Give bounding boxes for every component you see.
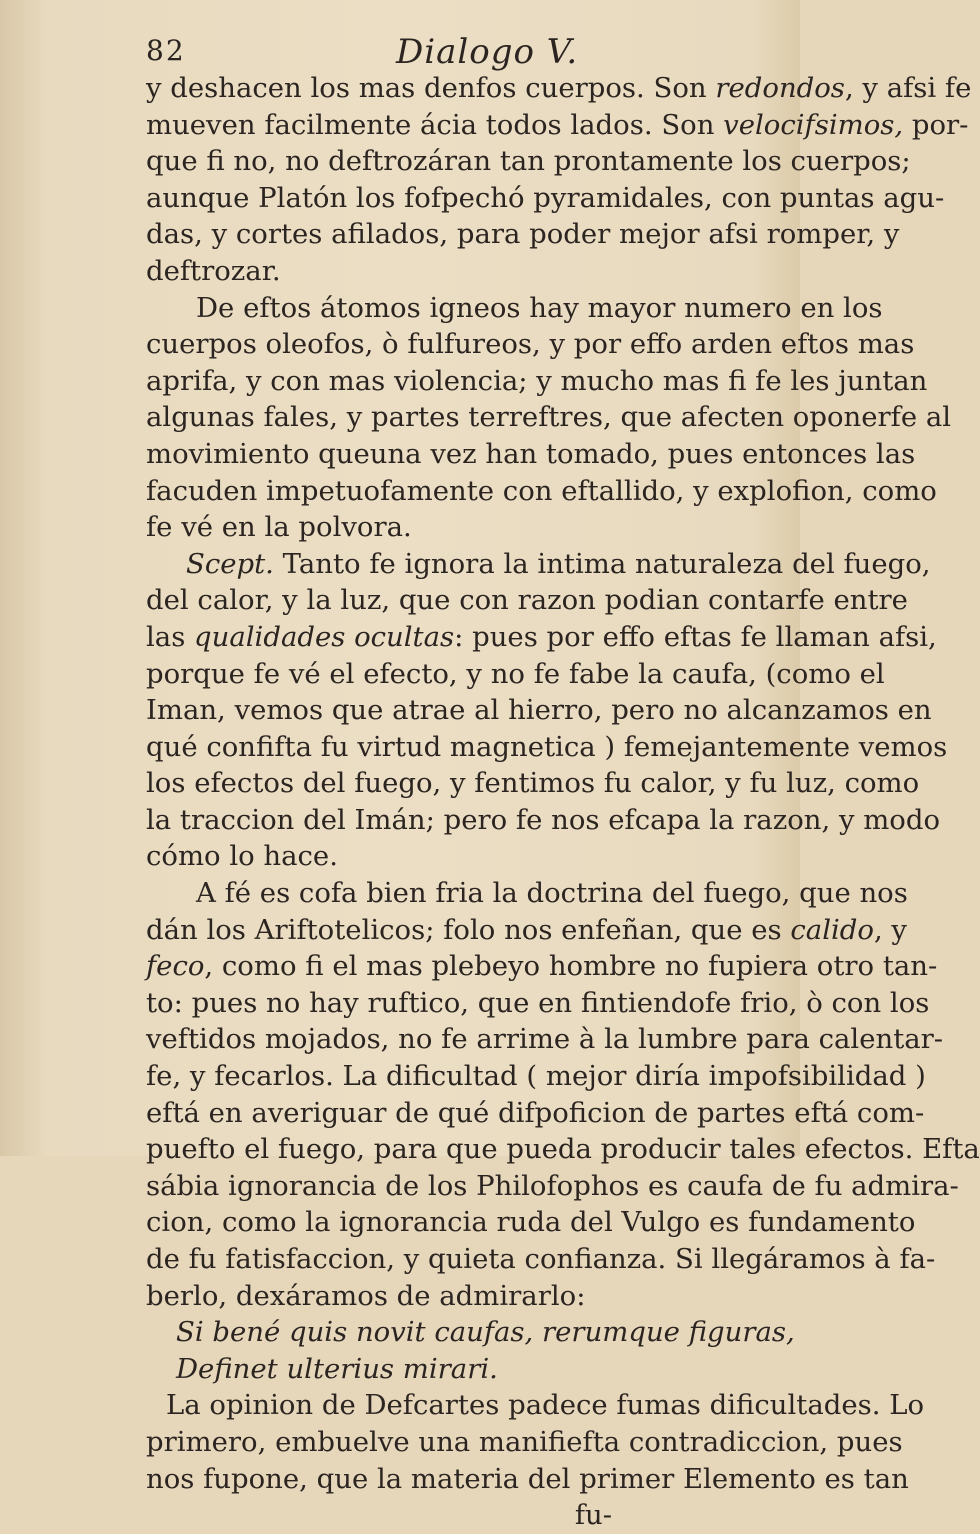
text-run: facuden impetuofamente con eftallido, y explofion, como xyxy=(146,474,937,507)
text-line xyxy=(146,1314,795,1351)
text-run: puefto el fuego, para que pueda producir tales efectos. Efta xyxy=(146,1133,980,1166)
text-run: Iman, vemos que atrae al hierro, pero no alcanzamos en xyxy=(146,694,932,727)
text-run: qué confifta fu virtud magnetica ) femejantemente vemos xyxy=(146,730,948,763)
italic-text-run: redondos xyxy=(715,72,845,104)
text-run: das, y cortes afilados, para poder mejor afsi romper, y xyxy=(146,218,900,251)
running-head: Dialogo V. xyxy=(396,32,579,72)
italic-text-run: feco xyxy=(146,950,205,983)
text-run: cuerpos oleofos, ò fulfureos, y por effo arden eftos mas xyxy=(146,328,915,361)
text-run: cómo lo hace. xyxy=(146,840,338,873)
text-run: nos fupone, que la materia del primer Elemento es tan xyxy=(146,1462,909,1495)
text-run: , y afsi fe xyxy=(844,72,972,104)
text-run: Tanto fe ignora la intima naturaleza del fuego, xyxy=(273,547,931,580)
text-run: deftrozar. xyxy=(146,254,281,287)
text-line xyxy=(146,1204,916,1241)
text-run: los efectos del fuego, y fentimos fu calor, y fu luz, como xyxy=(146,767,920,800)
text-line xyxy=(146,253,782,290)
page-number: 82 xyxy=(146,34,186,67)
text-line xyxy=(146,473,937,510)
text-run: berlo, dexáramos de admirarlo: xyxy=(146,1279,586,1312)
italic-text-run: Definet ulterius mirari. xyxy=(176,1352,498,1385)
text-line xyxy=(146,1131,980,1168)
text-run: porque fe vé el efecto, y no fe fabe la caufa, (como el xyxy=(146,657,885,690)
italic-text-run: Si bené quis novit caufas, rerumque figuras, xyxy=(176,1316,795,1349)
text-line xyxy=(146,838,782,875)
text-line xyxy=(146,692,932,729)
text-line xyxy=(146,619,937,656)
text-line xyxy=(146,143,911,180)
text-run: : pues por effo eftas fe llaman afsi, xyxy=(454,620,937,653)
text-run: la traccion del Imán; pero fe nos efcapa la razon, y modo xyxy=(146,803,941,836)
text-line xyxy=(146,1351,782,1388)
text-run: sábia ignorancia de los Philofophos es caufa de fu admira- xyxy=(146,1169,959,1202)
text-line xyxy=(146,985,930,1022)
text-run: dán los Ariftotelicos; folo nos enfeñan, que es xyxy=(146,913,791,946)
text-run: aprifa, y con mas violencia; y mucho mas fi fe les juntan xyxy=(146,364,928,397)
text-run: mueven facilmente ácia todos lados. Son xyxy=(146,108,724,141)
text-line xyxy=(146,1168,959,1205)
text-line xyxy=(146,436,916,473)
text-line xyxy=(146,912,907,949)
text-run: , y xyxy=(873,913,907,946)
text-line xyxy=(146,290,883,327)
text-line xyxy=(146,802,941,839)
text-run: algunas fales, y partes terreftres, que afecten oponerfe al xyxy=(146,401,952,434)
text-run: movimiento queuna vez han tomado, pues entonces las xyxy=(146,437,916,470)
italic-text-run: velocifsimos, xyxy=(723,108,904,141)
text-line xyxy=(146,765,920,802)
italic-text-run: Scept. xyxy=(186,547,274,580)
text-line xyxy=(146,180,945,217)
italic-text-run: qualidades ocultas xyxy=(194,620,455,653)
text-line xyxy=(146,216,900,253)
text-line xyxy=(146,1021,944,1058)
text-line xyxy=(146,1058,926,1095)
text-run: aunque Platón los fofpechó pyramidales, con puntas agu- xyxy=(146,181,945,214)
text-run: de fu fatisfaccion, y quieta confianza. Si llegáramos à fa- xyxy=(146,1243,936,1275)
text-line xyxy=(146,1241,936,1278)
text-line xyxy=(146,582,908,619)
text-line xyxy=(146,326,915,363)
text-run: eftá en averiguar de qué difpoficion de partes eftá com- xyxy=(146,1096,925,1129)
text-line xyxy=(146,509,782,546)
text-run: , como fi el mas plebeyo hombre no fupiera otro tan- xyxy=(204,950,938,983)
text-line xyxy=(146,363,928,400)
text-run: por- xyxy=(903,108,969,141)
text-line xyxy=(146,1095,925,1132)
text-line xyxy=(146,948,938,985)
text-line xyxy=(146,399,952,436)
text-line xyxy=(146,1424,903,1461)
text-run: to: pues no hay ruftico, que en fintiendofe frio, ò con los xyxy=(146,986,930,1019)
text-line xyxy=(146,1387,925,1424)
text-run: primero, embuelve una manifiefta contradiccion, pues xyxy=(146,1425,903,1458)
text-line xyxy=(146,1278,782,1315)
italic-text-run: calido xyxy=(790,913,874,946)
text-run: fe, y fecarlos. La dificultad ( mejor diría impofsibilidad ) xyxy=(146,1060,926,1093)
text-run: La opinion de Defcartes padece fumas dificultades. Lo xyxy=(166,1389,925,1422)
text-run: las xyxy=(146,620,195,653)
text-run: De eftos átomos igneos hay mayor numero en los xyxy=(196,291,883,324)
text-line xyxy=(146,1461,909,1498)
text-line xyxy=(146,656,885,693)
page-header xyxy=(146,32,666,72)
text-run: veftidos mojados, no fe arrime à la lumbre para calentar- xyxy=(146,1023,944,1056)
text-run: fe vé en la polvora. xyxy=(146,511,412,544)
catchword: fu- xyxy=(574,1499,612,1532)
body-text xyxy=(146,70,980,1534)
text-run: que fi no, no deftrozáran tan prontamente los cuerpos; xyxy=(146,145,911,178)
text-run: A fé es cofa bien fria la doctrina del fuego, que nos xyxy=(196,877,908,910)
text-line xyxy=(146,546,931,583)
text-run: del calor, y la luz, que con razon podian contarfe entre xyxy=(146,584,908,617)
text-line xyxy=(146,70,972,107)
text-line xyxy=(146,729,948,766)
text-run: y deshacen los mas denfos cuerpos. Son xyxy=(146,72,716,104)
text-run: cion, como la ignorancia ruda del Vulgo es fundamento xyxy=(146,1206,916,1239)
text-line xyxy=(146,875,908,912)
text-line xyxy=(146,107,969,144)
